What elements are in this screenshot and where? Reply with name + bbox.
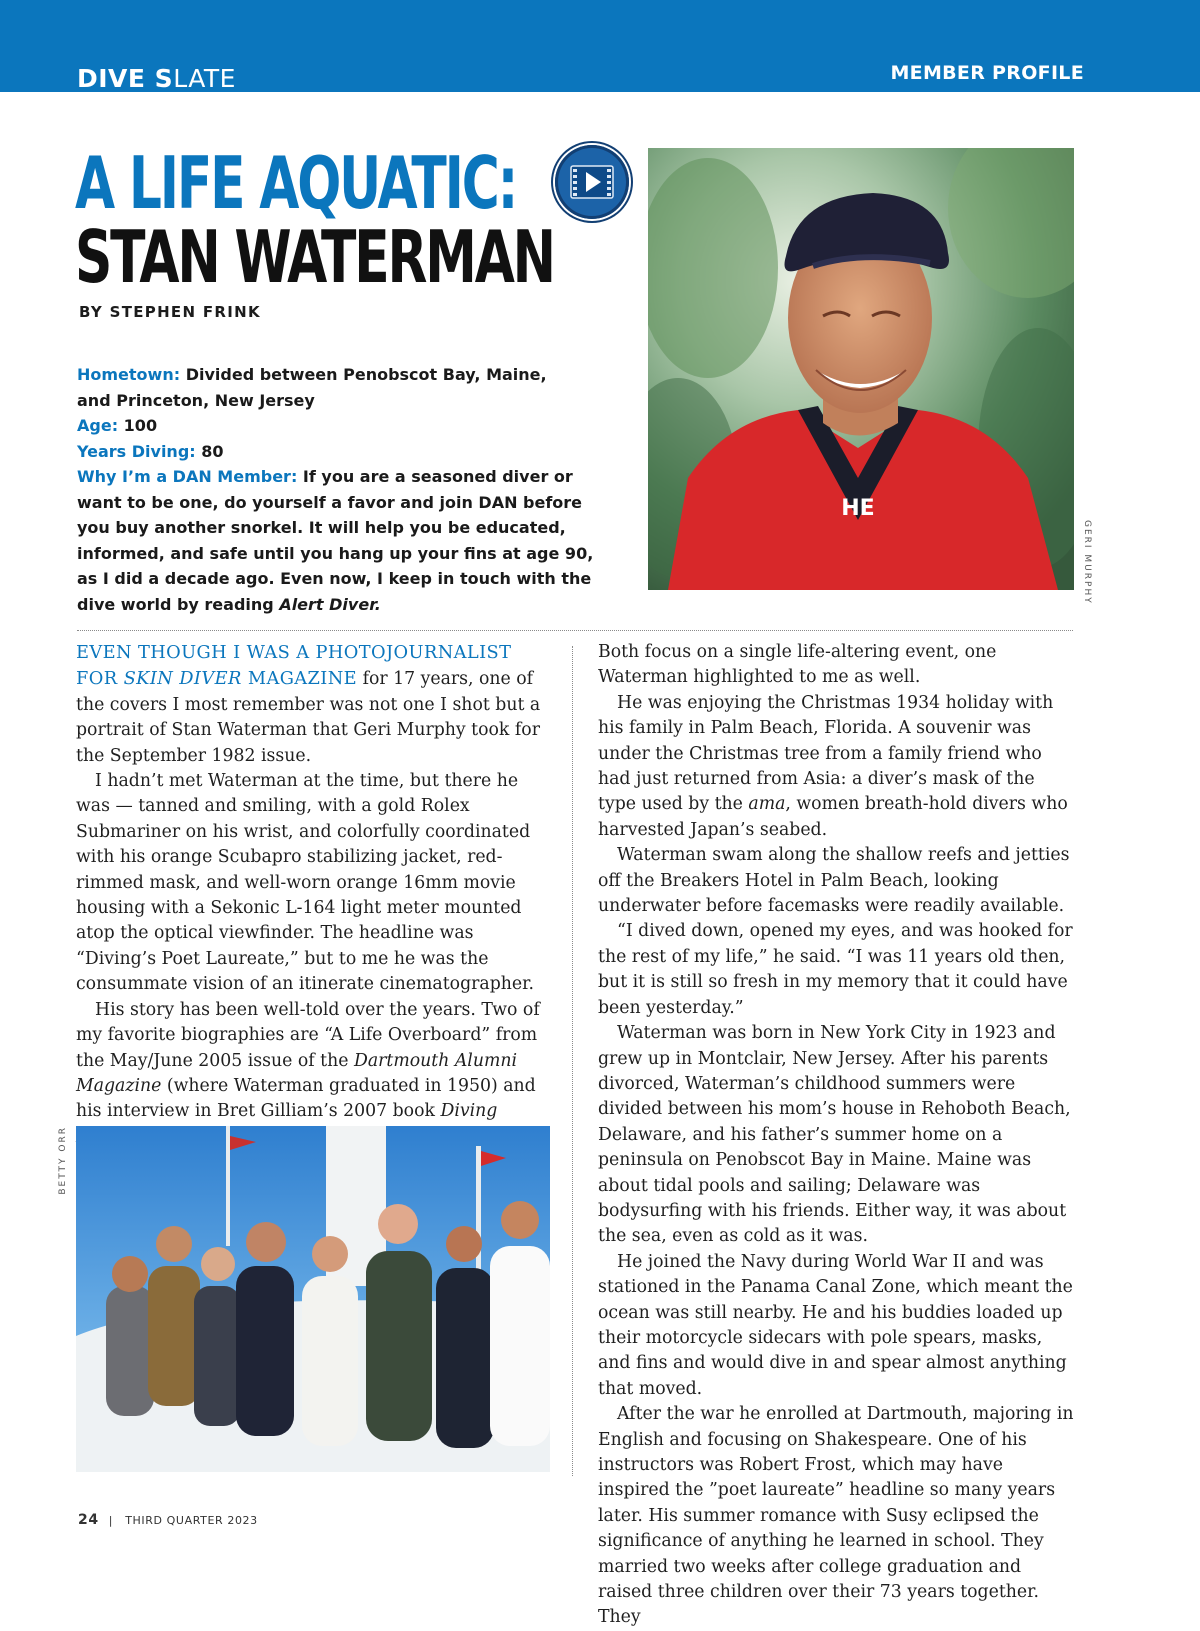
lead-in: EVEN THOUGH I WAS A PHOTOJOURNALIST FOR SKIN DIVER MAGAZINE bbox=[76, 642, 512, 690]
issue-label: THIRD QUARTER 2023 bbox=[125, 1514, 258, 1527]
age-label: Age: bbox=[77, 416, 119, 435]
why-dan-text: If you are a seasoned diver or want to be one, do yourself a favor and join DAN before you buy another snorkel. It will help you be educated, informed, and safe until you hang up your fins at age 90, as I did a decade ago. Even now, I keep in touch with the dive world by reading bbox=[77, 467, 594, 614]
fact-age bbox=[77, 413, 617, 439]
paragraph: Waterman swam along the shallow reefs and jetties off the Breakers Hotel in Palm Beach, looking underwater before facemasks were readily available. bbox=[598, 845, 1070, 917]
paragraph: He was enjoying the Christmas 1934 holiday with his family in Palm Beach, Florida. A souvenir was under the Christmas tree from a family friend who had just returned from Asia: a diver’s mask of the type used by the ama, women breath-hold divers who harvested Japan’s seabed. bbox=[598, 692, 1068, 840]
brand-part-2: LATE bbox=[173, 64, 236, 92]
paragraph: His story has been well-told over the years. Two of my favorite biographies are “A Life Overboard” from the May/June 2005 issue of the Dartmouth Alumni Magazine (where Waterman graduated in 1950) and his interview in Bret Gilliam’s 2007 book Diving bbox=[76, 999, 540, 1122]
group-photo bbox=[76, 1126, 550, 1472]
page-number: 24 bbox=[78, 1512, 99, 1528]
section-brand bbox=[77, 64, 236, 92]
profile-facts bbox=[77, 362, 617, 617]
column-divider bbox=[572, 646, 573, 1476]
why-dan-label: Why I’m a DAN Member: bbox=[77, 467, 298, 486]
group-photo-credit: BETTY ORR bbox=[58, 1126, 68, 1195]
years-diving-value: 80 bbox=[201, 441, 224, 461]
paragraph: EVEN THOUGH I WAS A PHOTOJOURNALIST FOR SKIN DIVER MAGAZINE for 17 years, one of the covers I most remember was not one I shot but a portrait of Stan Waterman that Geri Murphy took for the September 1982 issue. bbox=[76, 642, 541, 766]
title-line-2: STAN WATERMAN bbox=[75, 215, 554, 299]
brand-part-1: DIVE S bbox=[77, 64, 174, 92]
paragraph: “I dived down, opened my eyes, and was hooked for the rest of my life,” he said. “I was 11 years old then, but it is still so fresh in my memory that it could have been yesterday.” bbox=[598, 921, 1073, 1018]
paragraph: Both focus on a single life-altering event, one Waterman highlighted to me as well. bbox=[598, 642, 997, 688]
fact-why-dan bbox=[77, 464, 617, 617]
footer-separator: | bbox=[108, 1514, 114, 1527]
fact-hometown bbox=[77, 362, 617, 413]
paragraph: I hadn’t met Waterman at the time, but there he was — tanned and smiling, with a gold Rolex Submariner on his wrist, and colorfully coordinated with his orange Scubapro stabilizing jacket, red-rimmed mask, and well-worn orange 16mm movie housing with a Sekonic L-164 light meter mounted atop the optical viewfinder. The headline was “Diving’s Poet Laureate,” but to me he was the consummate vision of an itinerate cinematographer. bbox=[76, 771, 534, 995]
hometown-value-1: Divided between Penobscot Bay, Maine, bbox=[185, 365, 547, 384]
page-footer bbox=[78, 1512, 258, 1528]
portrait-photo bbox=[648, 148, 1074, 590]
title-line-1: A LIFE AQUATIC: bbox=[75, 141, 517, 225]
shirt-text: HE bbox=[841, 496, 875, 521]
paragraph: He joined the Navy during World War II and was stationed in the Panama Canal Zone, which meant the ocean was still nearby. He and his buddies loaded up their motorcycle sidecars with pole spears, masks, and fins and would dive in and spear almost anything that moved. bbox=[598, 1251, 1073, 1399]
video-play-icon[interactable] bbox=[555, 145, 629, 219]
header-bar bbox=[0, 0, 1200, 92]
article-title bbox=[75, 141, 554, 299]
portrait-photo-credit: GERI MURPHY bbox=[1082, 520, 1092, 605]
section-divider bbox=[77, 630, 1073, 631]
hometown-label: Hometown: bbox=[77, 365, 181, 384]
paragraph: Waterman was born in New York City in 1923 and grew up in Montclair, New Jersey. After his parents divorced, Waterman’s childhood summers were divided between his mom’s house in Rehoboth Beach, Delaware, and his father’s summer home on a peninsula on Penobscot Bay in Maine. Maine was about tidal pools and sailing; Delaware was bodysurfing with his friends. Either way, it was about the sea, even as cold as it was. bbox=[598, 1023, 1071, 1247]
years-diving-label: Years Diving: bbox=[77, 441, 196, 461]
byline: BY STEPHEN FRINK bbox=[79, 303, 261, 321]
article-column-1 bbox=[76, 640, 548, 1150]
paragraph: After the war he enrolled at Dartmouth, majoring in English and focusing on Shakespeare. One of his instructors was Robert Frost, which may have inspired the ”poet laureate” headline so many years later. His summer romance with Susy eclipsed the significance of anything he learned in school. They married two weeks after college graduation and raised three children over their 73 years together. They bbox=[598, 1404, 1074, 1628]
article-column-2 bbox=[598, 640, 1074, 1631]
section-label: MEMBER PROFILE bbox=[890, 62, 1084, 84]
age-value: 100 bbox=[123, 416, 158, 435]
why-dan-magazine: Alert Diver. bbox=[279, 594, 381, 614]
fact-years-diving bbox=[77, 439, 617, 465]
hometown-value-2: and Princeton, New Jersey bbox=[77, 390, 315, 410]
